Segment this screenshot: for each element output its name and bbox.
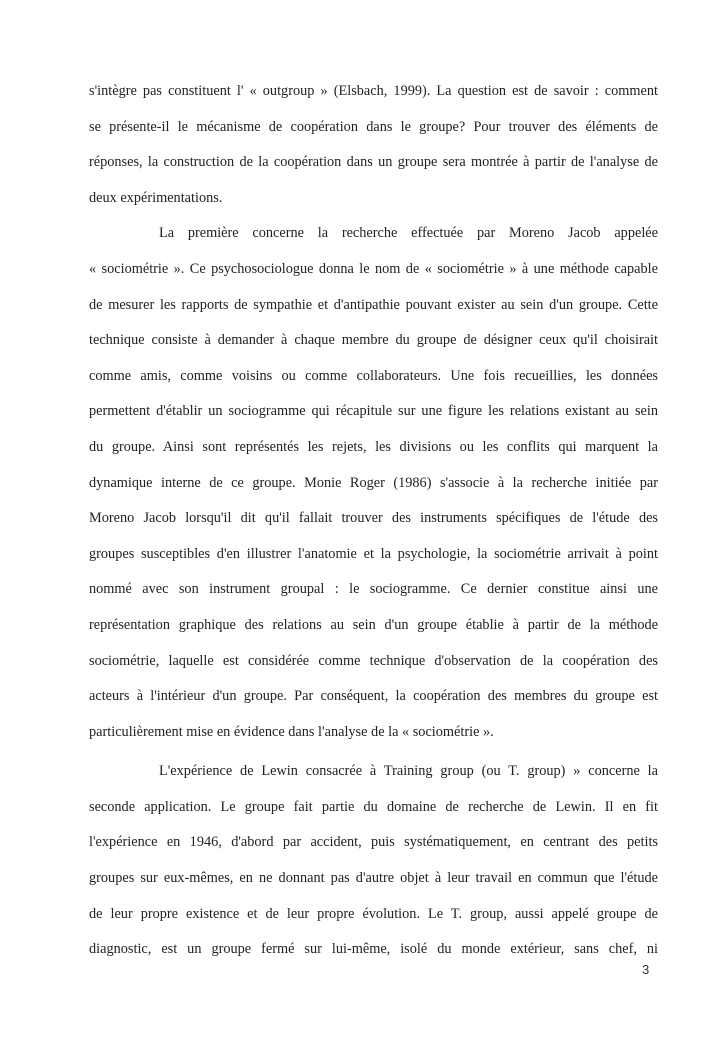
text-line: du groupe. Ainsi sont représentés les rejets, les divisions ou les conflits qui marquent la — [89, 438, 658, 455]
text-line: l'expérience en 1946, d'abord par accident, puis systématiquement, en centrant des petits — [89, 834, 658, 851]
text-line: deux expérimentations. — [89, 189, 223, 206]
text-line: seconde application. Le groupe fait partie du domaine de recherche de Lewin. Il en fit — [89, 798, 658, 815]
body-text — [89, 74, 658, 968]
text-line: groupes susceptibles d'en illustrer l'anatomie et la psychologie, la sociométrie arrivait à point — [89, 545, 658, 562]
text-line: technique consiste à demander à chaque membre du groupe de désigner ceux qu'il choisirait — [89, 332, 658, 349]
text-line: nommé avec son instrument groupal : le sociogramme. Ce dernier constitue ainsi une — [89, 581, 658, 598]
text-line: de leur propre existence et de leur propre évolution. Le T. group, aussi appelé groupe de — [89, 905, 658, 922]
text-line: représentation graphique des relations au sein d'un groupe établie à partir de la méthode — [89, 616, 658, 633]
text-line: Moreno Jacob lorsqu'il dit qu'il fallait trouver des instruments spécifiques de l'étude des — [89, 510, 658, 527]
text-line: acteurs à l'intérieur d'un groupe. Par conséquent, la coopération des membres du groupe est — [89, 688, 658, 705]
text-line: comme amis, comme voisins ou comme collaborateurs. Une fois recueillies, les données — [89, 367, 658, 384]
text-line: L'expérience de Lewin consacrée à Training group (ou T. group) » concerne la — [159, 763, 658, 780]
text-line: « sociométrie ». Ce psychosociologue donna le nom de « sociométrie » à une méthode capable — [89, 260, 658, 277]
text-line: permettent d'établir un sociogramme qui récapitule sur une figure les relations existant au sein — [89, 403, 658, 420]
text-line: dynamique interne de ce groupe. Monie Roger (1986) s'associe à la recherche initiée par — [89, 474, 658, 491]
text-line: particulièrement mise en évidence dans l'analyse de la « sociométrie ». — [89, 723, 494, 740]
text-line: réponses, la construction de la coopération dans un groupe sera montrée à partir de l'analyse de — [89, 154, 658, 171]
text-line: La première concerne la recherche effectuée par Moreno Jacob appelée — [159, 225, 658, 242]
text-line: sociométrie, laquelle est considérée comme technique d'observation de la coopération des — [89, 652, 658, 669]
text-line: de mesurer les rapports de sympathie et d'antipathie pouvant exister au sein d'un groupe. Cette — [89, 296, 658, 313]
text-line: diagnostic, est un groupe fermé sur lui-même, isolé du monde extérieur, sans chef, ni — [89, 941, 658, 958]
text-line: s'intègre pas constituent l' « outgroup » (Elsbach, 1999). La question est de savoir : comment — [89, 83, 658, 99]
text-line: groupes sur eux-mêmes, en ne donnant pas d'autre objet à leur travail en commun que l'étude — [89, 870, 658, 887]
paragraph-sociometrie — [89, 216, 658, 750]
paragraph-lewin — [89, 754, 658, 968]
paragraph-intro — [89, 74, 658, 216]
page-number: 3 — [642, 962, 650, 977]
text-line: se présente-il le mécanisme de coopération dans le groupe? Pour trouver des éléments de — [89, 118, 658, 135]
